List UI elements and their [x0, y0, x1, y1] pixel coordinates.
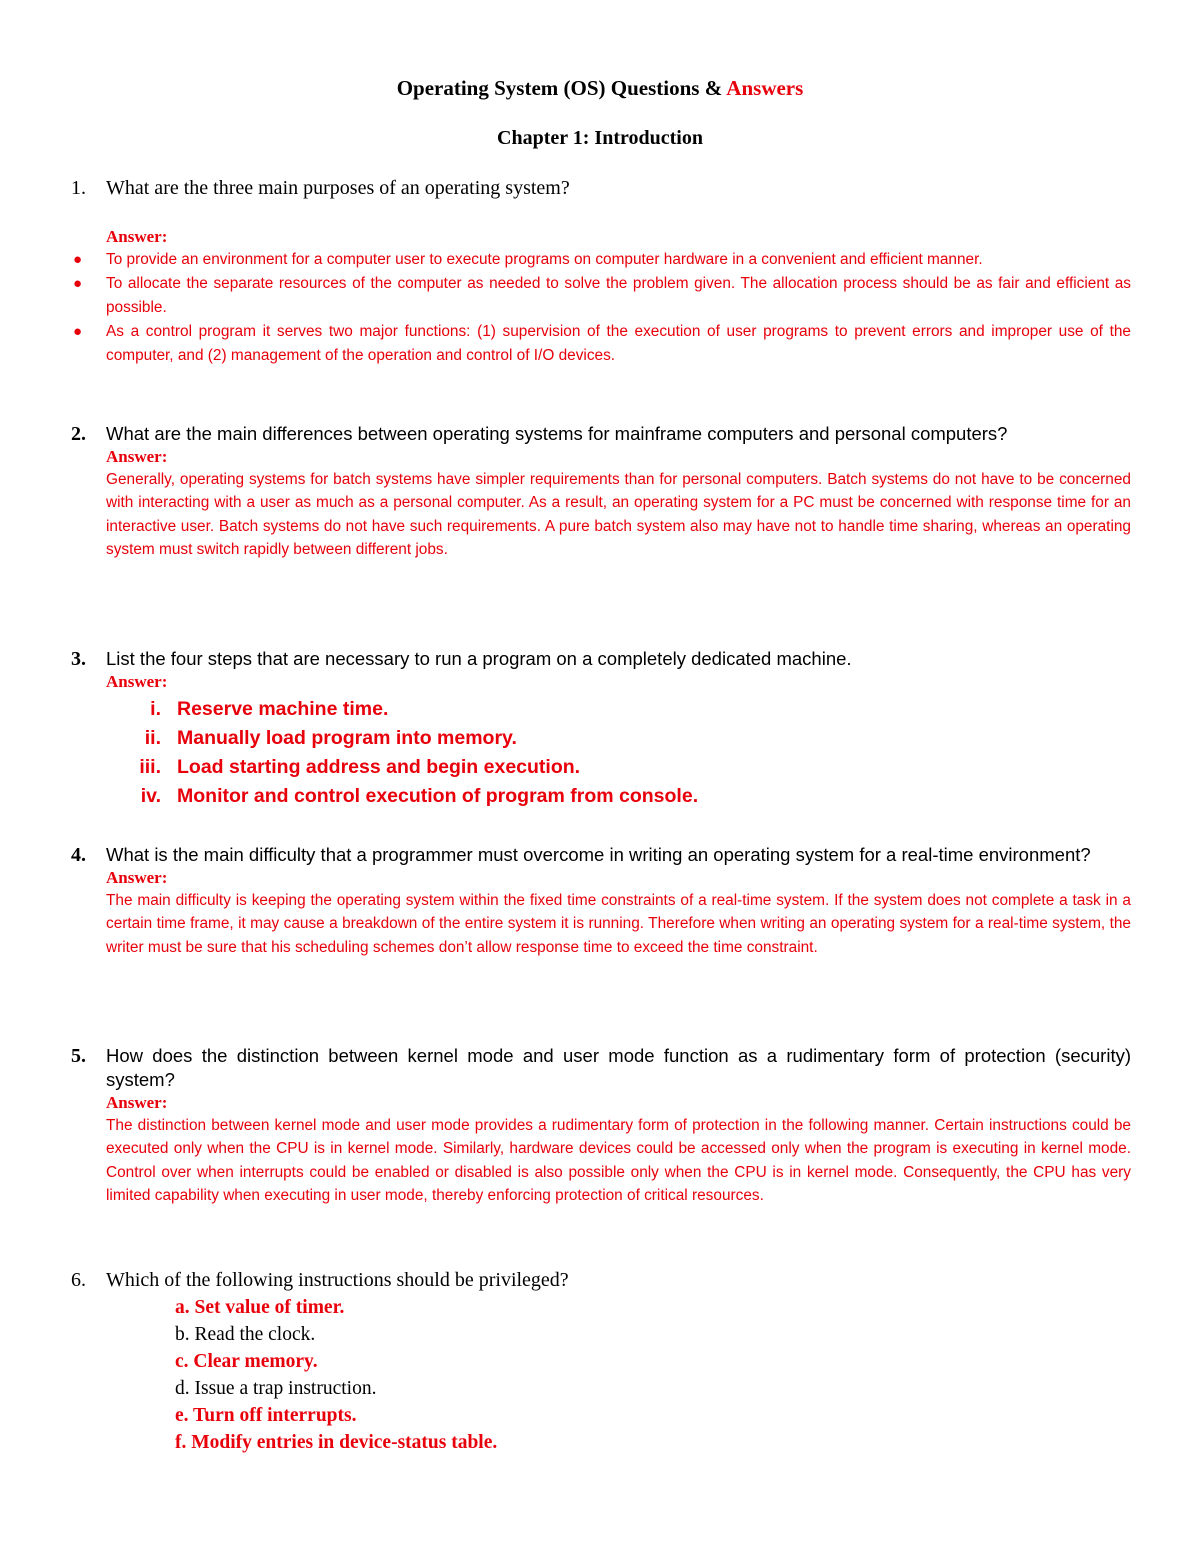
- step-numeral: iv.: [140, 785, 161, 807]
- step-text: Reserve machine time.: [177, 698, 389, 720]
- chapter-heading: Chapter 1: Introduction: [497, 127, 703, 149]
- question-5: [71, 1044, 1131, 1208]
- question-6: [71, 1268, 1131, 1456]
- question-number: 2.: [71, 423, 86, 445]
- option-item: d. Issue a trap instruction.: [175, 1378, 377, 1399]
- step-text: Load starting address and begin execution.: [177, 756, 581, 778]
- option-item: e. Turn off interrupts.: [175, 1405, 357, 1426]
- question-text: What are the main differences between operating systems for mainframe computers and personal computers?: [106, 423, 1008, 444]
- answer-label: Answer:: [106, 672, 168, 691]
- option-item: f. Modify entries in device-status table.: [175, 1432, 498, 1453]
- answer-steps-list: [71, 695, 1131, 811]
- page-title: [0, 74, 1200, 102]
- step-numeral: iii.: [139, 756, 161, 778]
- question-number: 1.: [71, 177, 86, 199]
- option-item: c. Clear memory.: [175, 1351, 318, 1372]
- answer-bullet: [73, 248, 1131, 271]
- question-3: [71, 647, 1131, 811]
- answer-label: Answer:: [106, 447, 168, 466]
- bullet-icon: ●: [73, 251, 83, 268]
- options-list: [71, 1294, 1131, 1456]
- answer-step: [140, 782, 1131, 811]
- answer-label: Answer:: [106, 1093, 168, 1112]
- question-text: What is the main difficulty that a programmer must overcome in writing an operating system for a real-time environment?: [106, 844, 1091, 865]
- question-text: Which of the following instructions should be privileged?: [106, 1269, 569, 1291]
- step-text: Monitor and control execution of program from console.: [177, 785, 699, 807]
- title-accent: Answers: [726, 76, 804, 100]
- answer-step: [144, 724, 1131, 753]
- answer-bullet-list: [71, 248, 1131, 367]
- answer-label: Answer:: [106, 227, 168, 246]
- answer-step: [139, 753, 1131, 782]
- question-4: [71, 843, 1131, 959]
- question-1: [71, 176, 1131, 368]
- step-text: Manually load program into memory.: [177, 727, 517, 749]
- bullet-text: To allocate the separate resources of the computer as needed to solve the problem given. The allocation process should be as fair and efficient as possible.: [106, 275, 1131, 316]
- question-number: 6.: [71, 1269, 86, 1291]
- title-main: Operating System (OS) Questions &: [396, 76, 723, 100]
- bullet-icon: ●: [73, 275, 83, 293]
- answer-label: Answer:: [106, 868, 168, 887]
- question-2: [71, 422, 1131, 562]
- bullet-text: As a control program it serves two major functions: (1) supervision of the execution of user programs to prevent errors and improper use of the computer, and (2) management of the operation and control of I/O devices.: [106, 323, 1131, 364]
- answer-text: The distinction between kernel mode and user mode provides a rudimentary form of protection in the following manner. Certain instructions could be executed only when the CPU is in kernel mode. Similarly, hardware devices could be accessed only when the program is executing in kernel mode. Control over when interrupts could be enabled or disabled is also possible only when the CPU is in kernel mode. Consequently, the CPU has very limited capability when executing in user mode, thereby enforcing protection of critical resources.: [106, 1117, 1131, 1205]
- option-item: b. Read the clock.: [175, 1324, 316, 1345]
- answer-bullet: [73, 272, 1131, 319]
- step-numeral: i.: [150, 698, 161, 720]
- question-number: 3.: [71, 648, 86, 670]
- answer-text: Generally, operating systems for batch systems have simpler requirements than for personal computers. Batch systems do not have to be concerned with interacting with a user as much as a personal computer. As a result, an operating system for a PC must be concerned with response time for an interactive user. Batch systems do not have such requirements. A pure batch system also may have not to handle time sharing, whereas an operating system must switch rapidly between different jobs.: [106, 471, 1131, 559]
- question-text: List the four steps that are necessary to run a program on a completely dedicated machine.: [106, 648, 852, 669]
- bullet-icon: ●: [73, 323, 83, 341]
- answer-text: The main difficulty is keeping the operating system within the fixed time constraints of a real-time system. If the system does not complete a task in a certain time frame, it may cause a breakdown of the entire system it is running. Therefore when writing an operating system for a real-time system, the writer must be sure that his scheduling schemes don’t allow response time to exceed the time constraint.: [106, 892, 1131, 956]
- answer-bullet: [73, 320, 1131, 367]
- question-number: 4.: [71, 844, 86, 866]
- question-number: 5.: [71, 1045, 86, 1067]
- bullet-text: To provide an environment for a computer user to execute programs on computer hardware in a convenient and efficient manner.: [106, 251, 983, 268]
- question-text: What are the three main purposes of an operating system?: [106, 177, 570, 199]
- answer-step: [150, 695, 1131, 724]
- question-text: How does the distinction between kernel mode and user mode function as a rudimentary form of protection (security) system?: [106, 1045, 1131, 1090]
- option-item: a. Set value of timer.: [175, 1297, 345, 1318]
- step-numeral: ii.: [144, 727, 161, 749]
